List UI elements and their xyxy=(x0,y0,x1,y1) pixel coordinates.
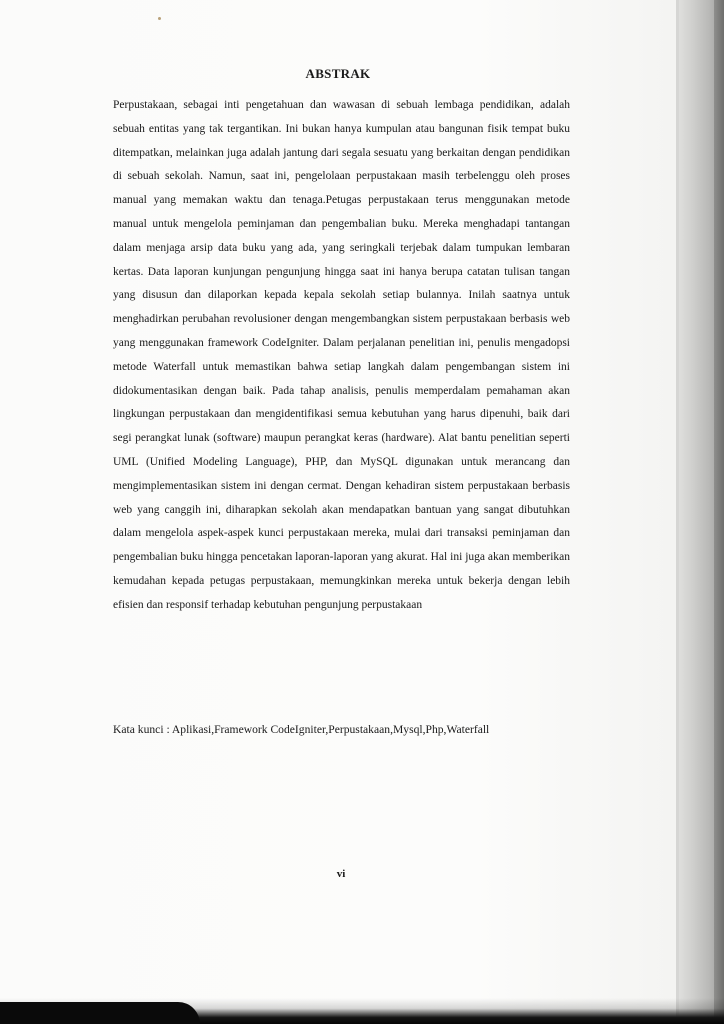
book-page-edge xyxy=(676,0,724,1024)
abstract-body: Perpustakaan, sebagai inti pengetahuan dan wawasan di sebuah lembaga pendidikan, adalah sebuah entitas yang tak tergantikan. Ini bukan hanya kumpulan atau bangunan fisik tempat buku ditempatkan, melainkan juga adalah jantung dari segala sesuatu yang berkaitan dengan pendidikan di sebuah sekolah. Namun, saat ini, pengelolaan perpustakaan masih terbelenggu oleh proses manual yang memakan waktu dan tenaga.Petugas perpustakaan terus menggunakan metode manual untuk mengelola peminjaman dan pengembalian buku. Mereka menghadapi tantangan dalam menjaga arsip data buku yang ada, yang seringkali terjebak dalam tumpukan lembaran kertas. Data laporan kunjungan pengunjung hingga saat ini hanya berupa catatan tulisan tangan yang disusun dan dilaporkan kepada kepala sekolah setiap bulannya. Inilah saatnya untuk menghadirkan perubahan revolusioner dengan mengembangkan sistem perpustakaan berbasis web yang menggunakan framework CodeIgniter. Dalam perjalanan penelitian ini, penulis mengadopsi metode Waterfall untuk memastikan bahwa setiap langkah dalam pengembangan sistem ini didokumentasikan dengan baik. Pada tahap analisis, penulis memperdalam pemahaman akan lingkungan perpustakaan dan mengidentifikasi semua kebutuhan yang harus dipenuhi, baik dari segi perangkat lunak (software) maupun perangkat keras (hardware). Alat bantu penelitian seperti UML (Unified Modeling Language), PHP, dan MySQL digunakan untuk merancang dan mengimplementasikan sistem ini dengan cermat. Dengan kehadiran sistem perpustakaan berbasis web yang canggih ini, diharapkan sekolah akan mendapatkan bantuan yang sangat dibutuhkan dalam mengelola aspek-aspek kunci perpustakaan mereka, mulai dari transaksi peminjaman dan pengembalian buku hingga pencetakan laporan-laporan yang akurat. Hal ini juga akan memberikan kemudahan kepada petugas perpustakaan, memungkinkan mereka untuk bekerja dengan lebih efisien dan responsif terhadap kebutuhan pengunjung perpustakaan xyxy=(113,99,570,611)
scan-bottom-shadow xyxy=(0,998,724,1024)
document-title: ABSTRAK xyxy=(305,66,371,81)
keywords-line: Kata kunci : Aplikasi,Framework CodeIgniter,Perpustakaan,Mysql,Php,Waterfall xyxy=(113,723,490,736)
page-number: vi xyxy=(336,868,346,880)
dust-speck xyxy=(158,17,161,20)
